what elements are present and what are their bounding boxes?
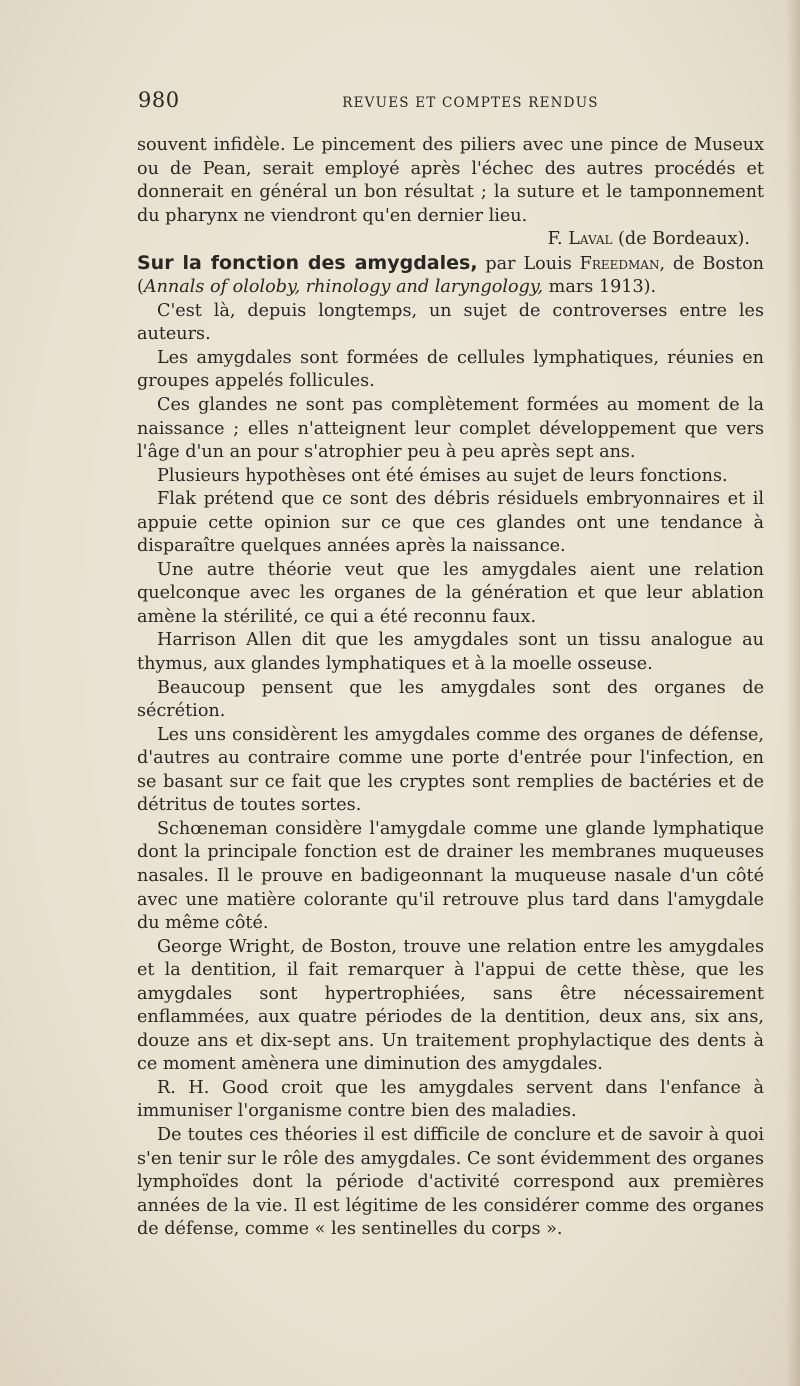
page-edge-shadow	[786, 0, 800, 1386]
article-by: par Louis	[477, 253, 580, 274]
article-date: mars 1913).	[543, 277, 657, 298]
previous-article-signature	[137, 228, 764, 252]
paragraph: Beaucoup pensent que les amygdales sont des organes de sécrétion.	[137, 677, 764, 722]
page-number: 980	[138, 88, 180, 112]
article-journal: Annals of ololoby, rhinology and laryngology,	[143, 277, 544, 298]
body-text	[137, 134, 764, 1242]
article-heading-line	[137, 252, 764, 300]
paragraph: Plusieurs hypothèses ont été émises au sujet de leurs fonctions.	[157, 465, 728, 486]
signature-place: (de Bordeaux).	[612, 229, 750, 250]
paragraph: C'est là, depuis longtemps, un sujet de controverses entre les auteurs.	[137, 300, 764, 345]
paragraph: Ces glandes ne sont pas complètement formées au moment de la naissance ; elles n'atteignent leur complet développement que vers l'âge d'un an pour s'atrophier peu à peu après sept ans.	[137, 395, 764, 463]
paragraph: De toutes ces théories il est difficile de conclure et de savoir à quoi s'en tenir sur le rôle des amygdales. Ce sont évidemment des organes lymphoïdes dont la période d'activité correspond aux premières années de la vie. Il est légitime de les considérer comme des organes de défense, comme « les sentinelles du corps ».	[137, 1124, 764, 1240]
signature-initial: F.	[547, 229, 569, 250]
signature-name: Laval	[568, 229, 613, 250]
paragraph: Schœneman considère l'amygdale comme une glande lymphatique dont la principale fonction est de drainer les membranes muqueuses nasales. Il le prouve en badigeonnant la muqueuse nasale d'un côté avec une matière colorante qu'il retrouve plus tard dans l'amygdale du même côté.	[137, 818, 764, 934]
page-header	[138, 88, 763, 118]
paragraph: Flak prétend que ce sont des débris résiduels embryonnaires et il appuie cette opinion sur ce que ces glandes ont une tendance à disparaître quelques années après la naissance.	[137, 489, 764, 557]
paragraph: R. H. Good croit que les amygdales servent dans l'enfance à immuniser l'organisme contre bien des maladies.	[137, 1077, 764, 1122]
paragraph: Une autre théorie veut que les amygdales aient une relation quelconque avec les organes de la génération et que leur ablation amène la stérilité, ce qui a été reconnu faux.	[137, 559, 764, 627]
previous-article-end: souvent infidèle. Le pincement des piliers avec une pince de Museux ou de Pean, serait employé après l'échec des autres procédés et donnerait en général un bon résultat ; la suture et le tamponnement du pharynx ne viendront qu'en dernier lieu.	[137, 135, 764, 226]
paragraph: Harrison Allen dit que les amygdales sont un tissu analogue au thymus, aux glandes lymphatiques et à la moelle osseuse.	[137, 630, 764, 675]
paragraph: Les amygdales sont formées de cellules lymphatiques, réunies en groupes appelés follicules.	[137, 347, 764, 392]
article-title: Sur la fonction des amygdales,	[137, 251, 478, 274]
paragraph: Les uns considèrent les amygdales comme des organes de défense, d'autres au contraire comme une porte d'entrée pour l'infection, en se basant sur ce fait que les cryptes sont remplies de bactéries et de détritus de toutes sortes.	[137, 724, 764, 816]
paragraph: George Wright, de Boston, trouve une relation entre les amygdales et la dentition, il fait remarquer à l'appui de cette thèse, que les amygdales sont hypertrophiées, sans être nécessairement enflammées, aux quatre périodes de la dentition, deux ans, six ans, douze ans et dix-sept ans. Un traitement prophylactique des dents à ce moment amènera une diminution des amygdales.	[137, 936, 764, 1075]
article-heading	[137, 252, 764, 300]
article-author: Freedman	[579, 253, 660, 274]
article-origin: , de Boston (	[137, 253, 765, 298]
running-title: REVUES ET COMPTES RENDUS	[342, 95, 599, 111]
